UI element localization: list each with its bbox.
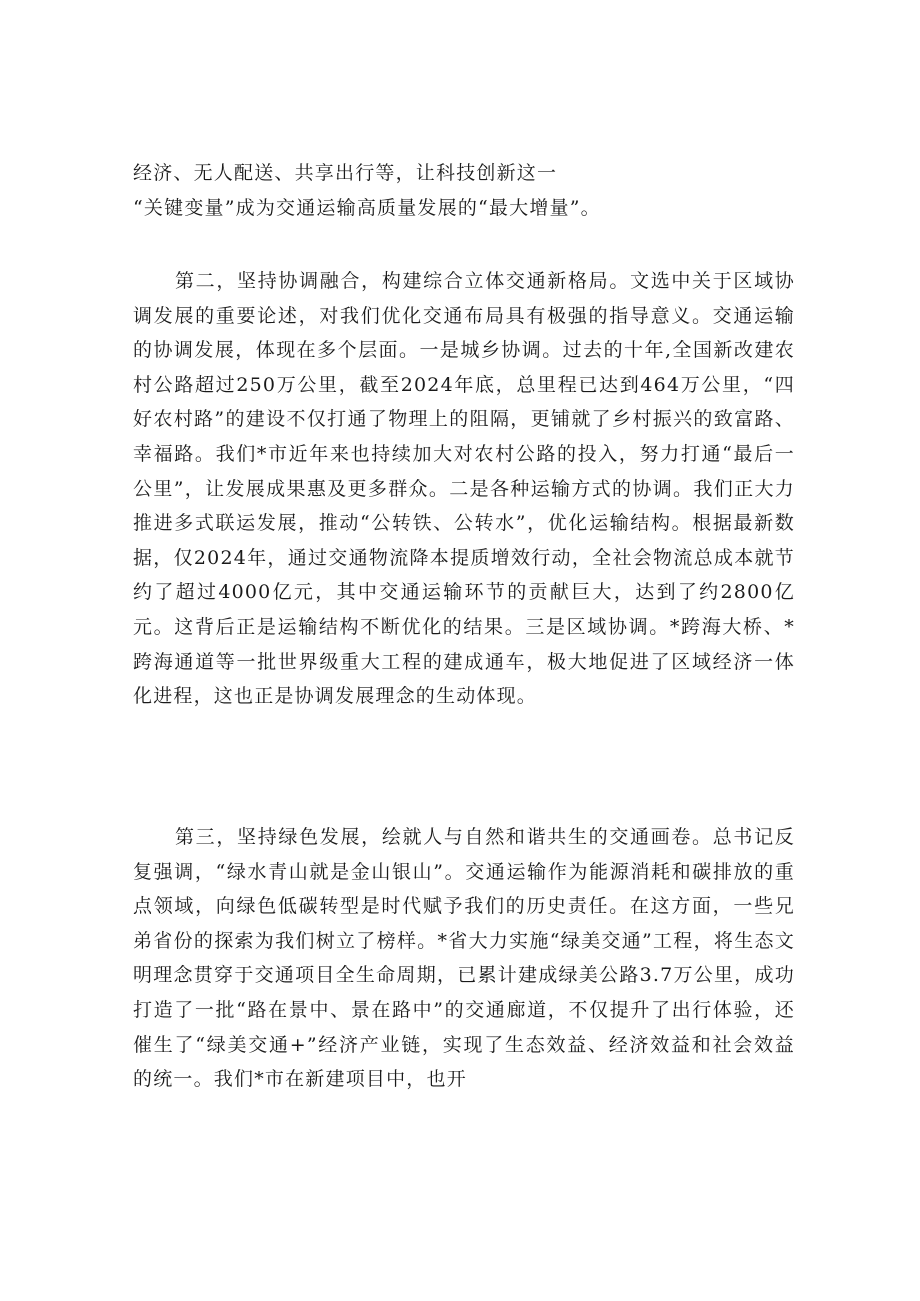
paragraph-continuation <box>133 156 795 225</box>
paragraph-third: 第三，坚持绿色发展，绘就人与自然和谐共生的交通画卷。总书记反复强调，“绿水青山就是金山银山”。交通运输作为能源消耗和碳排放的重点领域，向绿色低碳转型是时代赋予我们的历史责任。在这方面，一些兄弟省份的探索为我们树立了榜样。*省大力实施“绿美交通”工程，将生态文明理念贯穿于交通项目全生命周期，已累计建成绿美公路3.7万公里，成功打造了一批“路在景中、景在路中”的交通廊道，不仅提升了出行体验，还催生了“绿美交通+”经济产业链，实现了生态效益、经济效益和社会效益的统一。我们*市在新建项目中，也开 <box>133 826 795 1091</box>
paragraph-second: 第二，坚持协调融合，构建综合立体交通新格局。文选中关于区域协调发展的重要论述，对我们优化交通布局具有极强的指导意义。交通运输的协调发展，体现在多个层面。一是城乡协调。过去的十年,全国新改建农村公路超过250万公里，截至2024年底，总里程已达到464万公里，“四好农村路”的建设不仅打通了物理上的阻隔，更铺就了乡村振兴的致富路、幸福路。我们*市近年来也持续加大对农村公路的投入，努力打通“最后一公里”，让发展成果惠及更多群众。二是各种运输方式的协调。我们正大力推进多式联运发展，推动“公转铁、公转水”，优化运输结构。根据最新数据，仅2024年，通过交通物流降本提质增效行动，全社会物流总成本就节约了超过4000亿元，其中交通运输环节的贡献巨大，达到了约2800亿元。这背后正是运输结构不断优化的结果。三是区域协调。*跨海大桥、*跨海通道等一批世界级重大工程的建成通车，极大地促进了区域经济一体化进程，这也正是协调发展理念的生动体现。 <box>133 270 795 708</box>
paragraph-line: 经济、无人配送、共享出行等，让科技创新这一 <box>133 162 558 184</box>
paragraph-line: “关键变量”成为交通运输高质量发展的“最大增量”。 <box>133 196 601 219</box>
